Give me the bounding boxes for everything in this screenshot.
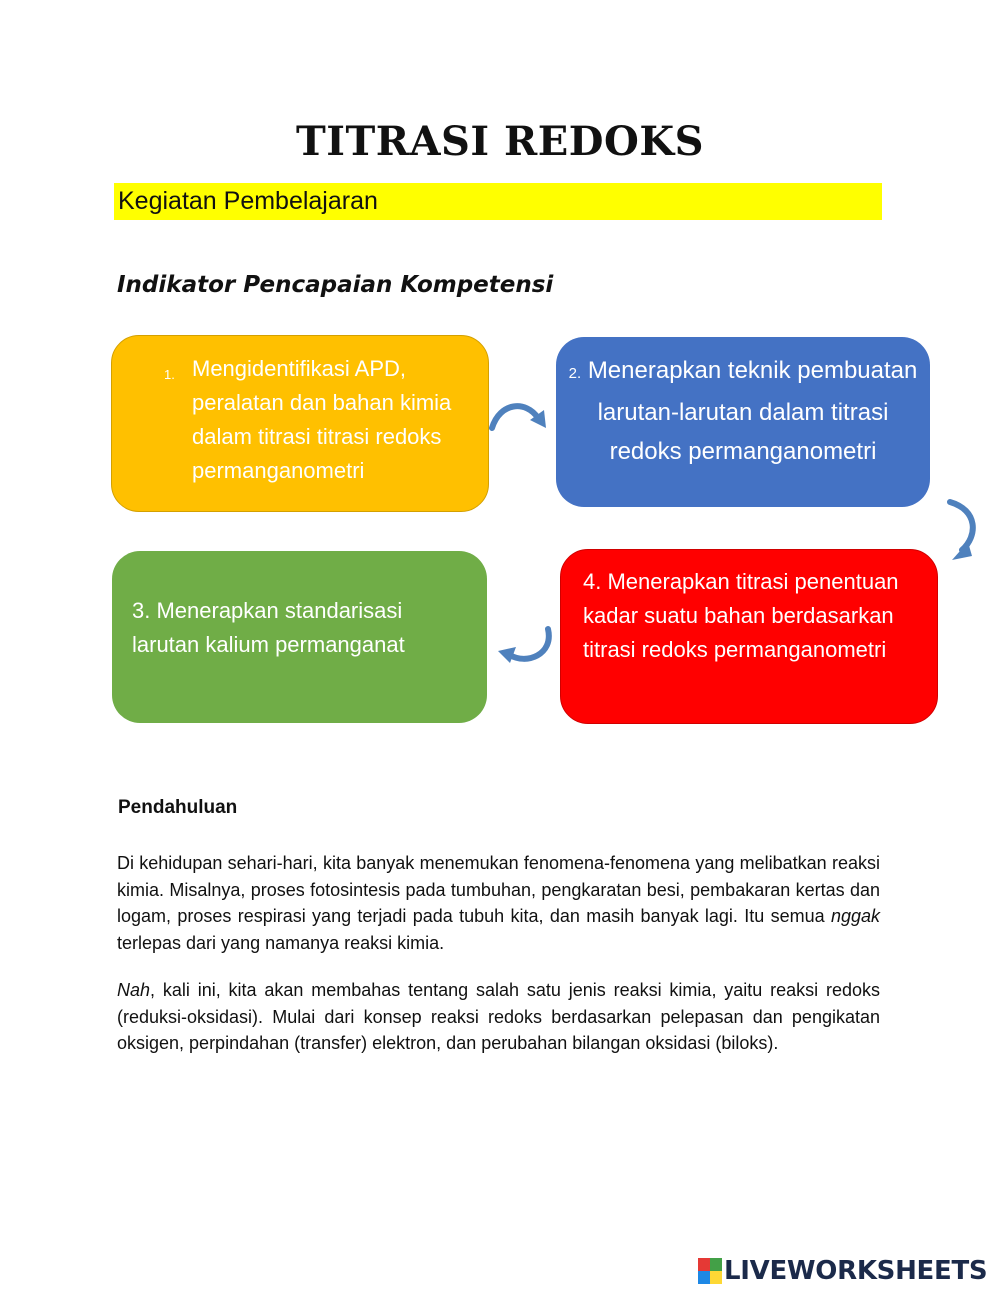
page-title: TITRASI REDOKS	[296, 118, 704, 165]
liveworksheets-brand	[698, 1256, 987, 1286]
liveworksheets-logo-icon	[698, 1258, 722, 1284]
competency-box-2	[556, 337, 930, 507]
curved-arrow-icon-1-to-2	[486, 398, 552, 434]
pendahuluan-paragraph-1: Di kehidupan sehari-hari, kita banyak menemukan fenomena-fenomena yang melibatkan reaksi kimia. Misalnya, proses fotosintesis pada tumbuhan, pengkaratan besi, pembakaran kertas dan logam, proses respirasi yang terjadi pada tubuh kita, dan masih banyak lagi. Itu semua nggak terlepas dari yang namanya reaksi kimia.	[117, 853, 880, 953]
indikator-heading: Indikator Pencapaian Kompetensi	[117, 272, 554, 298]
curved-arrow-icon-2-to-4	[944, 498, 980, 564]
competency-text-3: 3. Menerapkan standarisasi larutan kalium permanganat	[132, 598, 405, 657]
competency-number-2: 2.	[568, 365, 582, 382]
kegiatan-pembelajaran-banner: Kegiatan Pembelajaran	[114, 183, 882, 220]
pendahuluan-paragraph-2: Nah, kali ini, kita akan membahas tentang salah satu jenis reaksi kimia, yaitu reaksi redoks (reduksi-oksidasi). Mulai dari konsep reaksi redoks berdasarkan pelepasan dan pengikatan oksigen, perpindahan (transfer) elektron, dan perubahan bilangan oksidasi (biloks).	[117, 980, 880, 1053]
competency-number-1: 1.	[164, 367, 175, 382]
pendahuluan-heading: Pendahuluan	[118, 797, 238, 818]
competency-text-4: 4. Menerapkan titrasi penentuan kadar suatu bahan berdasarkan titrasi redoks permanganometri	[583, 569, 899, 662]
competency-text-2: Menerapkan teknik pembuatan larutan-larutan dalam titrasi redoks permanganometri	[587, 357, 918, 465]
competency-text-1: Mengidentifikasi APD, peralatan dan bahan kimia dalam titrasi titrasi redoks permanganometri	[192, 356, 452, 483]
competency-box-4	[560, 549, 938, 724]
competency-box-3	[112, 551, 487, 723]
curved-arrow-icon-4-to-3	[496, 625, 558, 667]
competency-box-1	[111, 335, 489, 512]
brand-name: LIVEWORKSHEETS	[724, 1256, 988, 1286]
